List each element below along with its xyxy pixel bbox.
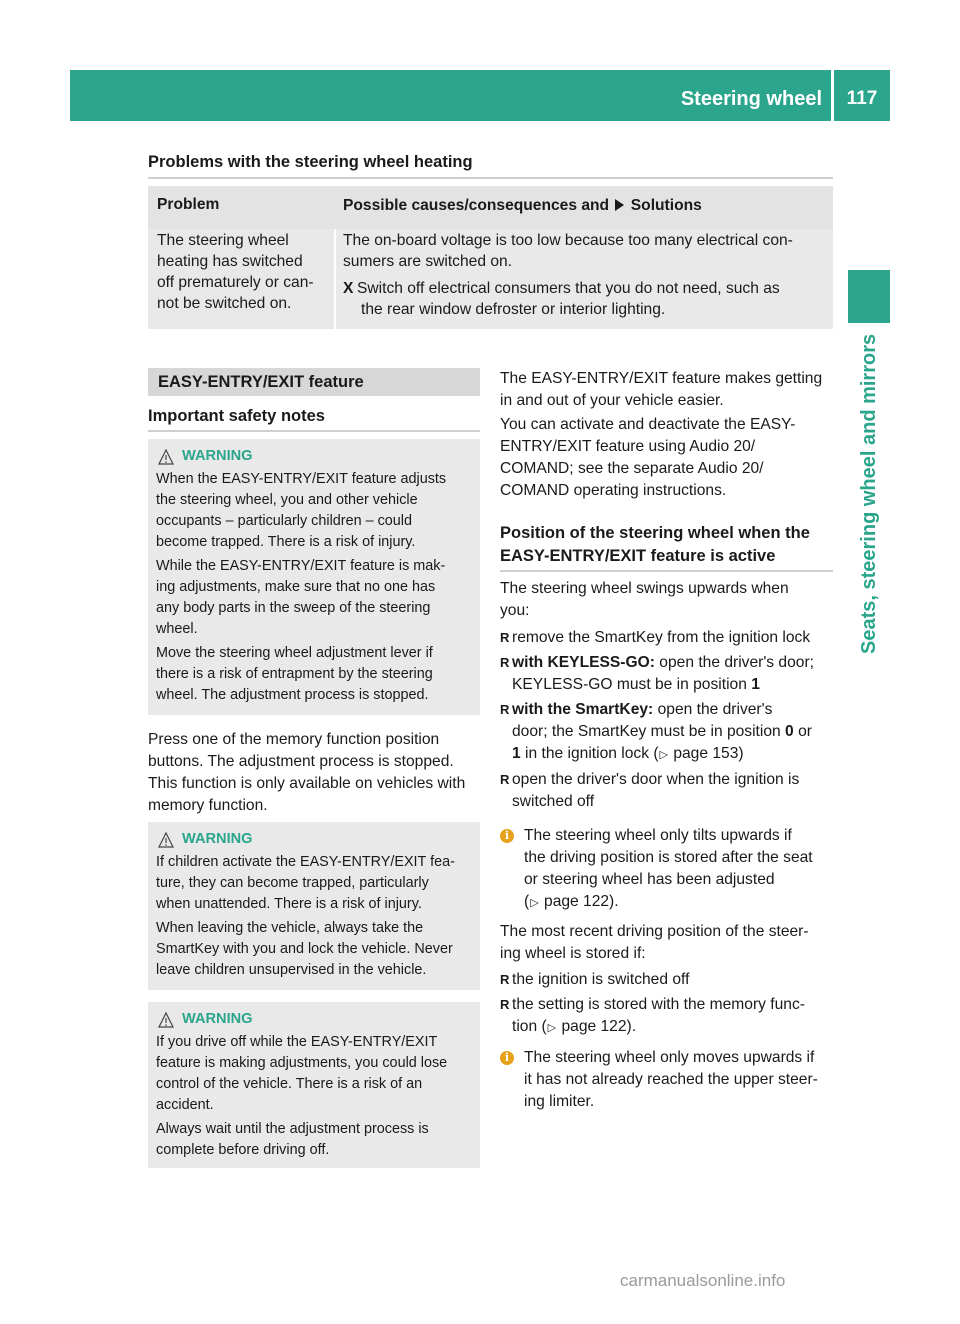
line: ture, they can become trapped, particularly: [156, 875, 429, 891]
section-title: Steering wheel: [680, 88, 822, 110]
line: in the ignition lock (: [525, 745, 659, 762]
list-item: [500, 994, 833, 1039]
warning-paragraph: [156, 918, 472, 981]
line: the setting is stored with the memory func-: [512, 996, 805, 1013]
line: Always wait until the adjustment process is: [156, 1121, 429, 1137]
bullet-icon: R: [500, 702, 510, 717]
table-header-causes: [343, 195, 702, 217]
line: While the EASY-ENTRY/EXIT feature is mak-: [156, 558, 446, 574]
line: KEYLESS-GO must be in position: [512, 676, 747, 693]
table-header-solutions-text: Solutions: [630, 197, 702, 214]
line: memory function.: [148, 797, 268, 814]
page-reference[interactable]: page 122).: [544, 893, 619, 910]
warning-paragraph: [156, 469, 472, 553]
warning-label: WARNING: [182, 1011, 253, 1027]
watermark: carmanualsonline.info: [620, 1271, 786, 1290]
bullet-icon: R: [500, 997, 510, 1012]
line: When leaving the vehicle, always take the: [156, 920, 424, 936]
page-reference[interactable]: page 122).: [561, 1018, 637, 1035]
line: or steering wheel has been adjusted: [524, 871, 775, 888]
line: feature is making adjustments, you could lose: [156, 1055, 448, 1071]
line: there is a risk of entrapment by the steering: [156, 666, 433, 682]
line: or: [798, 723, 812, 740]
line: switched off: [512, 793, 595, 810]
line: occupants – particularly children – could: [156, 513, 412, 529]
problem-line: off prematurely or can-: [157, 274, 314, 291]
position-value: 1: [512, 745, 521, 762]
conditions-list: [500, 627, 833, 813]
warning-box: [148, 439, 480, 715]
list-item: [500, 627, 833, 649]
cause-line: sumers are switched on.: [343, 253, 513, 270]
line: ing adjustments, make sure that no one has: [156, 579, 436, 595]
table-header-problem: Problem: [157, 196, 220, 213]
page-reference[interactable]: page 153): [673, 745, 744, 762]
page-number: 117: [846, 88, 878, 109]
info-note: i The steering wheel only tilts upwards if the driving position is stored after the seat or steering wheel has been adjusted (▷ page 122).: [500, 825, 833, 914]
position-value: 0: [785, 723, 794, 740]
warning-box: [148, 1002, 480, 1168]
line: open the driver's: [657, 701, 773, 718]
info-note: [500, 1047, 833, 1113]
recent-paragraph: [500, 921, 833, 965]
line: ENTRY/EXIT feature using Audio 20/: [500, 438, 756, 455]
list-item: [500, 652, 833, 696]
list-item: [500, 969, 833, 991]
line: door; the SmartKey must be in position: [512, 723, 781, 740]
heading-rule: [148, 177, 833, 179]
bullet-icon: R: [500, 772, 510, 787]
bold-term: with KEYLESS-GO:: [512, 654, 655, 671]
action-icon: X: [343, 280, 354, 297]
line: If you drive off while the EASY-ENTRY/EXIT: [156, 1034, 438, 1050]
problems-heading: Problems with the steering wheel heating: [148, 153, 473, 171]
safety-rule: [148, 430, 480, 432]
chapter-label: Seats, steering wheel and mirrors: [858, 334, 880, 655]
line: accident.: [156, 1097, 214, 1113]
safety-heading: Important safety notes: [148, 407, 325, 425]
warning-label: WARNING: [182, 831, 253, 847]
activation-paragraph: [500, 414, 833, 502]
warning-title: [156, 1009, 472, 1030]
section-band: EASY-ENTRY/EXIT feature: [148, 368, 480, 396]
solution-step: [343, 278, 828, 299]
page-ref-icon: ▷: [530, 897, 539, 909]
warning-label: WARNING: [182, 448, 253, 464]
info-icon: i: [500, 829, 514, 843]
table-cell-problem: [157, 230, 332, 314]
line: buttons. The adjustment process is stopped.: [148, 753, 454, 770]
line: wheel.: [156, 621, 198, 637]
line: ing limiter.: [524, 1093, 595, 1110]
warning-title: [156, 829, 472, 850]
line: COMAND; see the separate Audio 20/: [500, 460, 764, 477]
line: open the driver's door when the ignition is: [512, 771, 800, 788]
line: the steering wheel, you and other vehicle: [156, 492, 418, 508]
line: If children activate the EASY-ENTRY/EXIT fea-: [156, 854, 455, 870]
line: control of the vehicle. There is a risk of an: [156, 1076, 423, 1092]
warning-paragraph: [156, 852, 472, 915]
line: ing wheel is stored if:: [500, 945, 646, 962]
line: it has not already reached the upper steer-: [524, 1071, 818, 1088]
line: wheel. The adjustment process is stopped.: [156, 687, 429, 703]
page-ref-icon: ▷: [547, 1022, 557, 1034]
info-icon: i: [500, 1051, 514, 1065]
problem-line: not be switched on.: [157, 295, 292, 312]
page-ref-icon: ▷: [659, 749, 668, 761]
problem-line: heating has switched: [157, 253, 303, 270]
solution-line: the rear window defroster or interior lighting.: [361, 301, 666, 318]
line: The steering wheel swings upwards when: [500, 580, 789, 597]
list-item: [500, 699, 833, 766]
table-header-causes-text: Possible causes/consequences and: [343, 197, 610, 214]
solution-line: Switch off electrical consumers that you do not need, such as: [357, 280, 780, 297]
intro-paragraph: [500, 368, 833, 412]
line: The steering wheel only tilts upwards if: [524, 827, 792, 844]
line: The most recent driving position of the steer-: [500, 923, 809, 940]
line: Press one of the memory function position: [148, 731, 440, 748]
line: The EASY-ENTRY/EXIT feature makes getting: [500, 370, 823, 387]
warning-triangle-icon: [158, 449, 174, 465]
bullet-icon: R: [500, 972, 510, 987]
line: in and out of your vehicle easier.: [500, 392, 724, 409]
line: complete before driving off.: [156, 1142, 330, 1158]
line: This function is only available on vehicles with: [148, 775, 466, 792]
side-tab-marker: [848, 270, 890, 323]
line: remove the SmartKey from the ignition lock: [512, 629, 811, 646]
swings-paragraph: [500, 578, 833, 622]
line: You can activate and deactivate the EASY-: [500, 416, 796, 433]
warning-paragraph: [156, 556, 472, 640]
line: Position of the steering wheel when the: [500, 524, 810, 542]
warning-paragraph: [156, 643, 472, 706]
line: any body parts in the sweep of the steering: [156, 600, 431, 616]
warning-triangle-icon: [158, 832, 174, 848]
line: COMAND operating instructions.: [500, 482, 727, 499]
warning-paragraph: [156, 1119, 472, 1161]
warning-triangle-icon: [158, 1012, 174, 1028]
line: tion (: [512, 1018, 547, 1035]
warning-paragraph: [156, 1032, 472, 1116]
stored-list: [500, 969, 833, 1039]
line: become trapped. There is a risk of injury.: [156, 534, 416, 550]
line: EASY-ENTRY/EXIT feature is active: [500, 547, 776, 565]
bullet-icon: R: [500, 655, 510, 670]
arrow-icon: [615, 199, 624, 211]
line: The steering wheel only moves upwards if: [524, 1049, 815, 1066]
line: open the driver's door;: [659, 654, 814, 671]
line: SmartKey with you and lock the vehicle. Never: [156, 941, 453, 957]
bullet-icon: R: [500, 630, 510, 645]
line: When the EASY-ENTRY/EXIT feature adjusts: [156, 471, 447, 487]
line: Move the steering wheel adjustment lever if: [156, 645, 433, 661]
bold-term: with the SmartKey:: [512, 701, 654, 718]
memory-paragraph: [148, 729, 480, 817]
list-item: [500, 769, 833, 813]
position-heading: [500, 522, 833, 568]
table-cell-cause: [343, 230, 828, 320]
line: the ignition is switched off: [512, 971, 690, 988]
position-rule: [500, 570, 833, 572]
warning-box: [148, 822, 480, 990]
warning-title: [156, 446, 472, 467]
line: the driving position is stored after the seat: [524, 849, 813, 866]
position-value: 1: [751, 676, 760, 693]
line: when unattended. There is a risk of injury.: [156, 896, 422, 912]
header-divider: [831, 70, 834, 121]
line: you:: [500, 602, 530, 619]
cause-line: The on-board voltage is too low because too many electrical con-: [343, 232, 793, 249]
problem-line: The steering wheel: [157, 232, 289, 249]
line: leave children unsupervised in the vehicle.: [156, 962, 427, 978]
